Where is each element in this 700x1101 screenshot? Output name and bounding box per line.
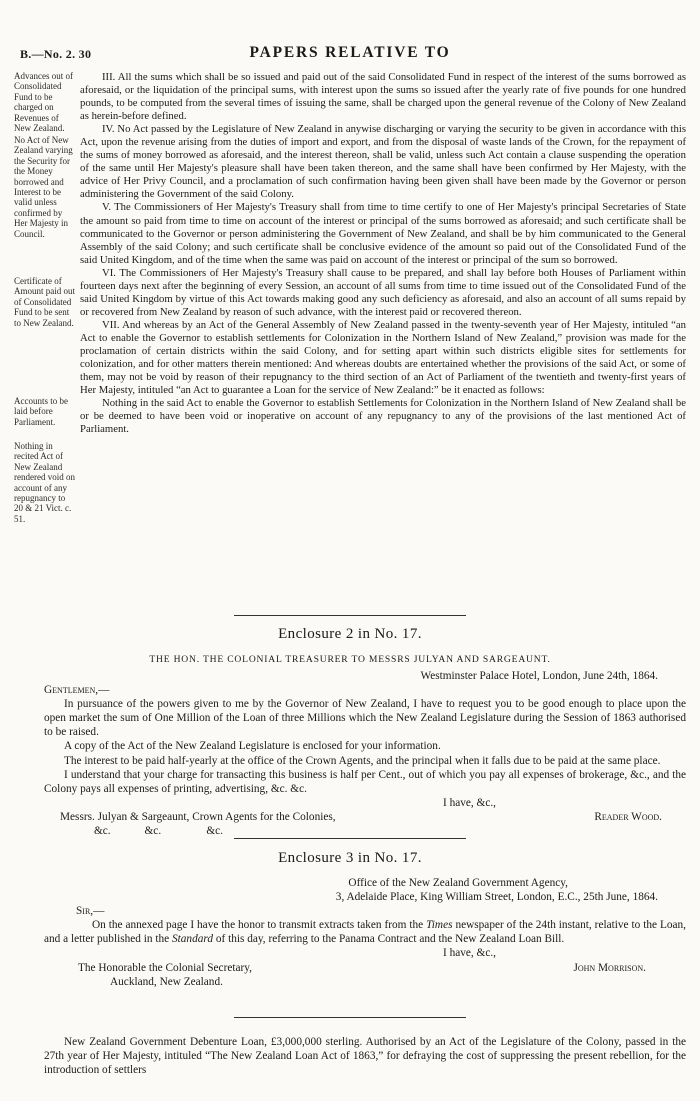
signature-row (44, 810, 686, 824)
paragraph-text: newspaper of the 24th instant, relative to the Loan, and a letter published in the (44, 919, 686, 946)
section-v: V. The Commissioners of Her Majesty's Treasury shall from time to time certify to one of Her Majesty's principal Secretaries of State the amount so paid from time to time on account of the interest or principal of the sums borrowed as aforesaid; and such certificate shall be communicated to the Governor or person administering the Government of New Zealand, and shall be by him communicated to the General Assembly of the said Colony; and such certificate shall be conclusive evidence of the amount so paid out of the Consolidated Fund of the said United Kingdom, and of the time when the same was paid on account of the interest or principal of the sum so borrowed. (80, 201, 686, 266)
paragraph-text: On the annexed page I have the honor to transmit extracts taken from the (92, 919, 427, 932)
margin-note: Accounts to be laid before Parliament. (14, 396, 68, 427)
salutation: Sir,— (76, 905, 105, 918)
office-line: Office of the New Zealand Government Agency, (348, 877, 568, 889)
divider (234, 615, 466, 616)
letter-paragraph (44, 918, 686, 946)
paragraph-text: of this day, referring to the Panama Contract and the New Zealand Loan Bill. (213, 933, 565, 946)
etc-line: &c. &c. &c. (94, 825, 223, 838)
signature: John Morrison. (573, 961, 646, 974)
recipient-location: Auckland, New Zealand. (110, 975, 223, 988)
page-reference: B.—No. 2. 30 (20, 47, 92, 61)
section-vi: VI. The Commissioners of Her Majesty's Treasury shall cause to be prepared, and shall lay before both Houses of Parliament within fourteen days next after the beginning of every Session, an account of all sums from time to time issued out of the Consolidated Fund of the said United Kingdom by virtue of this Act towards making good any such deficiency as aforesaid, and also an account of all sums repaid by or recovered from New Zealand by reason of such advance, with the interest paid or recovered thereon. (80, 266, 686, 318)
enclosure-3-letter (44, 876, 686, 989)
section-iii: III. All the sums which shall be so issued and paid out of the said Consolidated Fund in respect of the interest of the sums borrowed as aforesaid, or the liquidation of the principal sums, with interest upon the sums so issued after the yearly rate of five pounds for one hundred pounds, to be computed from the several times of issuing the same, shall be charged upon the general revenue of the Colony of New Zealand as herein-before defined. (80, 71, 686, 123)
extract-paragraph: New Zealand Government Debenture Loan, £3,000,000 sterling. Authorised by an Act of the Legislature of the Colony, passed in the 27th year of Her Majesty, intituled “The New Zealand Loan Act of 1863,” for defraying the cost of suppressing the present rebellion, for the introduction of settlers (44, 1036, 686, 1076)
section-iv: IV. No Act passed by the Legislature of New Zealand in anywise discharging or varying the security to be given in accordance with this Act, upon the revenue arising from the duties of import and export, and from the disposal of waste lands of the Crown, for the repayment of the sums of money borrowed as aforesaid, and the interest thereon, shall be valid, unless such Act contain a clause suspending the operation of the same until Her Majesty's pleasure shall have been taken thereon, and the same shall have been confirmed by Her Majesty, with the advice of Her Privy Council, and a proclamation of such confirmation having been given shall have been made by the Governor or person administering the Government of the said Colony. (80, 123, 686, 201)
dateline: Westminster Palace Hotel, London, June 24th, 1864. (420, 670, 658, 682)
section-vii-enactment: Nothing in the said Act to enable the Governor to establish Settlements for Colonization in the Northern Island of New Zealand shall be or be deemed to have been void or inoperative on account of any repugnancy to any of the provisions of the last mentioned Act of Parliament. (80, 397, 686, 436)
enclosure-3-title: Enclosure 3 in No. 17. (278, 850, 422, 866)
closing: I have, &c., (442, 796, 496, 809)
letter-paragraph: In pursuance of the powers given to me by the Governor of New Zealand, I have to request you to be good enough to place upon the open market the sum of One Million of the Loan of three Millions which the New Zealand Legislature during the Session of 1863 authorised to be raised. (44, 698, 686, 739)
enclosure-2-title: Enclosure 2 in No. 17. (278, 626, 422, 642)
closing: I have, &c., (442, 947, 496, 960)
recipient-row (44, 961, 686, 975)
section-vii: VII. And whereas by an Act of the General Assembly of New Zealand passed in the twenty-seventh year of Her Majesty, intituled “an Act to enable the Governor to establish settlements for Colonization in the Northern Island of New Zealand,” provision was made for the proclamation of certain districts within the said Colony, and for setting apart within such districts eligible sites for settlements for colonization, and for other matters therein mentioned: And whereas doubts are entertained whether the provisions of the said Act, or some of them, may not be void by reason of their repugnancy to the third section of an Act of Parliament of the twentieth and twenty-first years of Her Majesty, intituled “an Act to guarantee a Loan for the service of New Zealand:” be it enacted as follows: (80, 318, 686, 397)
newspaper-name: Times (426, 919, 453, 932)
addressee: Messrs. Julyan & Sargeaunt, Crown Agents for the Colonies, (60, 810, 336, 823)
letter-paragraph: A copy of the Act of the New Zealand Legislature is enclosed for your information. (64, 740, 441, 753)
margin-note: Advances out of Consolidated Fund to be charged on Revenues of New Zealand. (14, 71, 73, 134)
margin-note: Nothing in recited Act of New Zealand rendered void on account of any repugnancy to 20 & 21 Vict. c. 51. (14, 441, 75, 524)
enclosure-2-subtitle: THE HON. THE COLONIAL TREASURER TO MESSRS JULYAN AND SARGEAUNT. (149, 654, 551, 665)
margin-note: Certificate of Amount paid out of Consolidated Fund to be sent to New Zealand. (14, 276, 75, 328)
letter-paragraph: The interest to be paid half-yearly at the office of the Crown Agents, and the principal when it falls due to be paid at the same place. (64, 754, 661, 767)
act-sections (80, 71, 686, 436)
address-line: 3, Adelaide Place, King William Street, London, E.C., 25th June, 1864. (335, 891, 658, 904)
divider (234, 1017, 466, 1018)
letter-paragraph: I understand that your charge for transacting this business is half per Cent., out of which you pay all expenses of brokerage, &c., and the Colony pays all expenses of printing, advertising, &c. &c. (44, 768, 686, 795)
newspaper-name: Standard (172, 933, 214, 946)
signature: Reader Wood. (594, 810, 662, 823)
loan-extract (44, 1035, 686, 1077)
margin-notes (14, 71, 74, 591)
recipient: The Honorable the Colonial Secretary, (78, 961, 252, 974)
salutation: Gentlemen,— (44, 684, 110, 697)
enclosure-2-letter (44, 669, 686, 838)
page-title: PAPERS RELATIVE TO (249, 44, 451, 61)
divider (234, 838, 466, 839)
margin-note: No Act of New Zealand varying the Security for the Money borrowed and Interest to be valid unless confirmed by Her Majesty in Council. (14, 135, 73, 239)
